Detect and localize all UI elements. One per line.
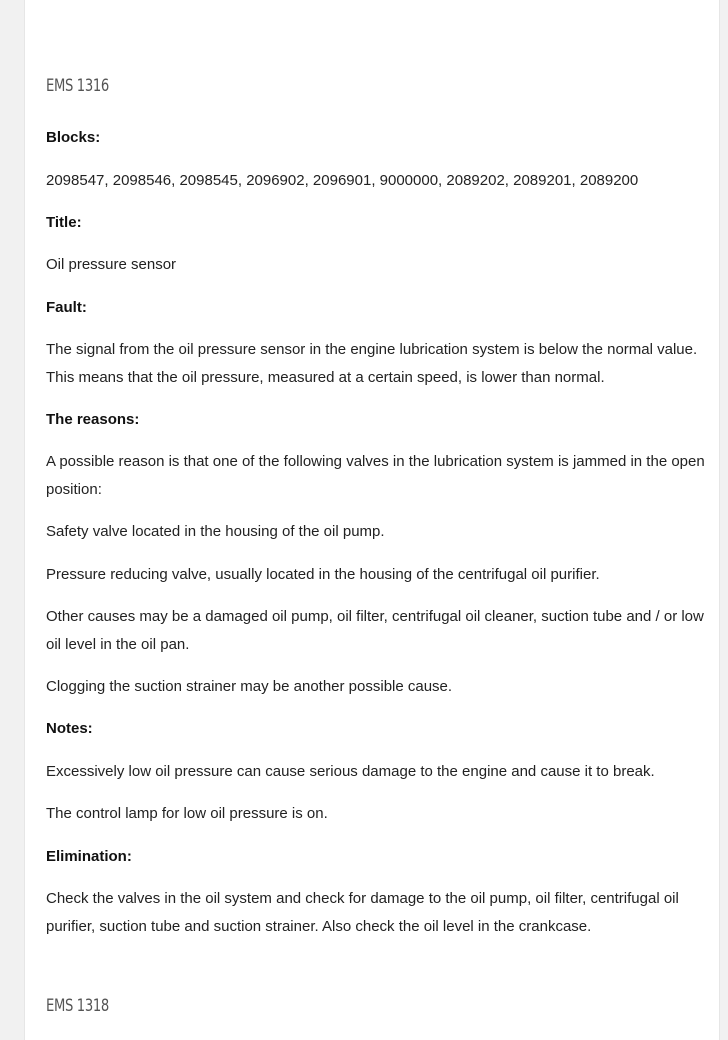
reason-paragraph: A possible reason is that one of the following valves in the lubrication system is jammed in the open position: xyxy=(46,453,705,498)
elimination-label: Elimination: xyxy=(46,848,132,865)
reasons-label: The reasons: xyxy=(46,411,140,428)
title-value: Oil pressure sensor xyxy=(46,256,177,273)
fault-code-heading: EMS 1316 xyxy=(46,76,109,96)
reason-paragraph: Clogging the suction strainer may be another possible cause. xyxy=(46,678,453,695)
notes-label: Notes: xyxy=(46,720,93,737)
fault-label: Fault: xyxy=(46,299,87,316)
document-page xyxy=(24,0,720,1040)
note-paragraph: The control lamp for low oil pressure is on. xyxy=(46,805,328,822)
fault-value: The signal from the oil pressure sensor in the engine lubrication system is below the normal value. This means that the oil pressure, measured at a certain speed, is lower than normal. xyxy=(46,341,698,386)
elimination-value: Check the valves in the oil system and check for damage to the oil pump, oil filter, centrifugal oil purifier, suction tube and suction strainer. Also check the oil level in the crankcase. xyxy=(46,890,679,935)
next-fault-code-heading: EMS 1318 xyxy=(46,996,109,1016)
blocks-label: Blocks: xyxy=(46,129,101,146)
blocks-value: 2098547, 2098546, 2098545, 2096902, 2096901, 9000000, 2089202, 2089201, 2089200 xyxy=(46,172,639,189)
reason-paragraph: Safety valve located in the housing of the oil pump. xyxy=(46,523,385,540)
title-label: Title: xyxy=(46,214,82,231)
reason-paragraph: Pressure reducing valve, usually located in the housing of the centrifugal oil purifier. xyxy=(46,566,600,583)
note-paragraph: Excessively low oil pressure can cause serious damage to the engine and cause it to break. xyxy=(46,763,655,780)
reason-paragraph: Other causes may be a damaged oil pump, oil filter, centrifugal oil cleaner, suction tube and / or low oil level in the oil pan. xyxy=(46,608,704,653)
